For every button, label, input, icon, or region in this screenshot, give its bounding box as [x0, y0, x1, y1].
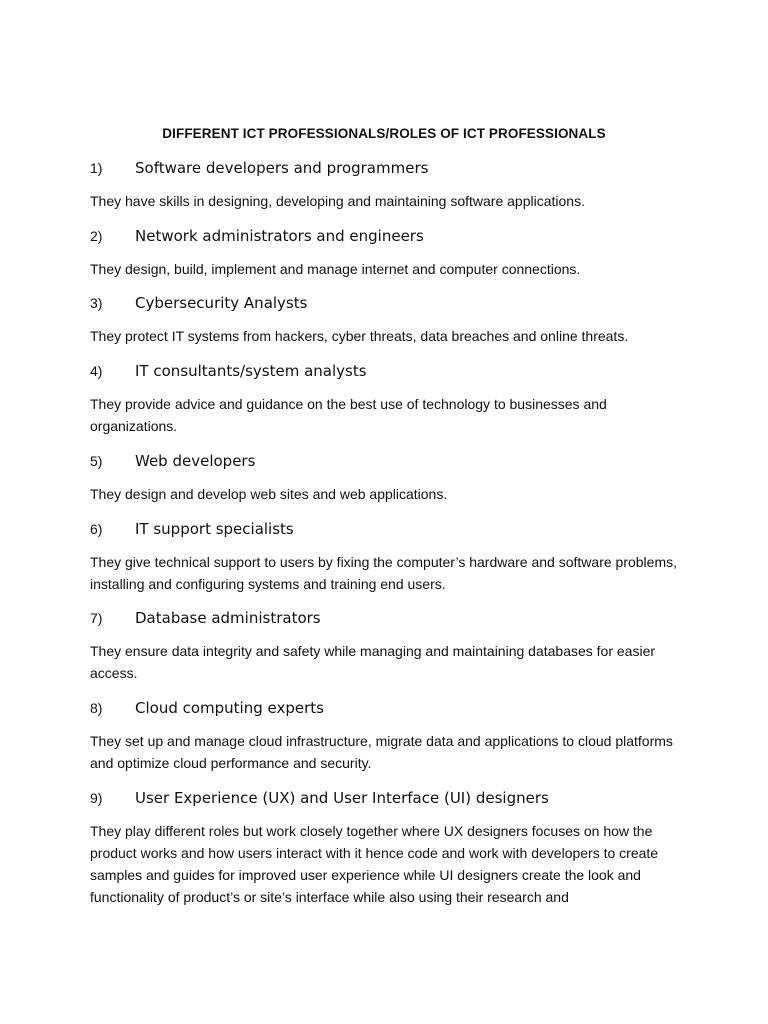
section-heading [90, 293, 678, 313]
section-description: They protect IT systems from hackers, cyber threats, data breaches and online threats. [90, 328, 629, 344]
section-4 [90, 361, 678, 437]
section-title: IT support specialists [135, 520, 294, 538]
section-description: They ensure data integrity and safety while managing and maintaining databases for easier access. [90, 643, 656, 681]
section-title: IT consultants/system analysts [135, 362, 367, 380]
section-5 [90, 451, 678, 505]
section-7 [90, 608, 678, 684]
section-heading [90, 788, 678, 808]
section-heading [90, 698, 678, 718]
section-title: Web developers [135, 452, 256, 470]
section-number: 4) [90, 363, 103, 379]
section-title: Network administrators and engineers [135, 227, 424, 245]
section-number: 1) [90, 160, 103, 176]
section-6 [90, 519, 678, 595]
section-number: 6) [90, 521, 103, 537]
section-description: They play different roles but work closely together where UX designers focuses on how the product works and how users interact with it hence code and work with developers to create samples and guides for improved user experience while UI designers create the look and functionality of product’s or site’s interface while also using their research and [90, 823, 659, 905]
section-heading [90, 519, 678, 539]
section-description: They have skills in designing, developing and maintaining software applications. [90, 193, 585, 209]
section-description: They set up and manage cloud infrastructure, migrate data and applications to cloud platforms and optimize cloud performance and security. [90, 733, 673, 771]
section-description: They provide advice and guidance on the best use of technology to businesses and organizations. [90, 396, 607, 434]
section-number: 2) [90, 228, 103, 244]
section-heading [90, 608, 678, 628]
section-9 [90, 788, 678, 908]
section-description: They design and develop web sites and web applications. [90, 486, 448, 502]
section-number: 8) [90, 700, 103, 716]
document-title: DIFFERENT ICT PROFESSIONALS/ROLES OF ICT PROFESSIONALS [162, 126, 606, 141]
section-title: Cloud computing experts [135, 699, 324, 717]
section-heading [90, 226, 678, 246]
section-heading [90, 361, 678, 381]
section-description: They give technical support to users by fixing the computer’s hardware and software problems, installing and configuring systems and training end users. [90, 554, 678, 592]
section-2 [90, 226, 678, 280]
section-1 [90, 158, 678, 212]
section-number: 3) [90, 295, 103, 311]
section-number: 9) [90, 790, 103, 806]
section-title: User Experience (UX) and User Interface (UI) designers [135, 789, 549, 807]
section-description: They design, build, implement and manage internet and computer connections. [90, 261, 581, 277]
section-heading [90, 451, 678, 471]
section-number: 7) [90, 610, 103, 626]
section-title: Database administrators [135, 609, 321, 627]
section-3 [90, 293, 678, 347]
section-number: 5) [90, 453, 103, 469]
section-8 [90, 698, 678, 774]
section-heading [90, 158, 678, 178]
section-title: Software developers and programmers [135, 159, 429, 177]
section-title: Cybersecurity Analysts [135, 294, 308, 312]
